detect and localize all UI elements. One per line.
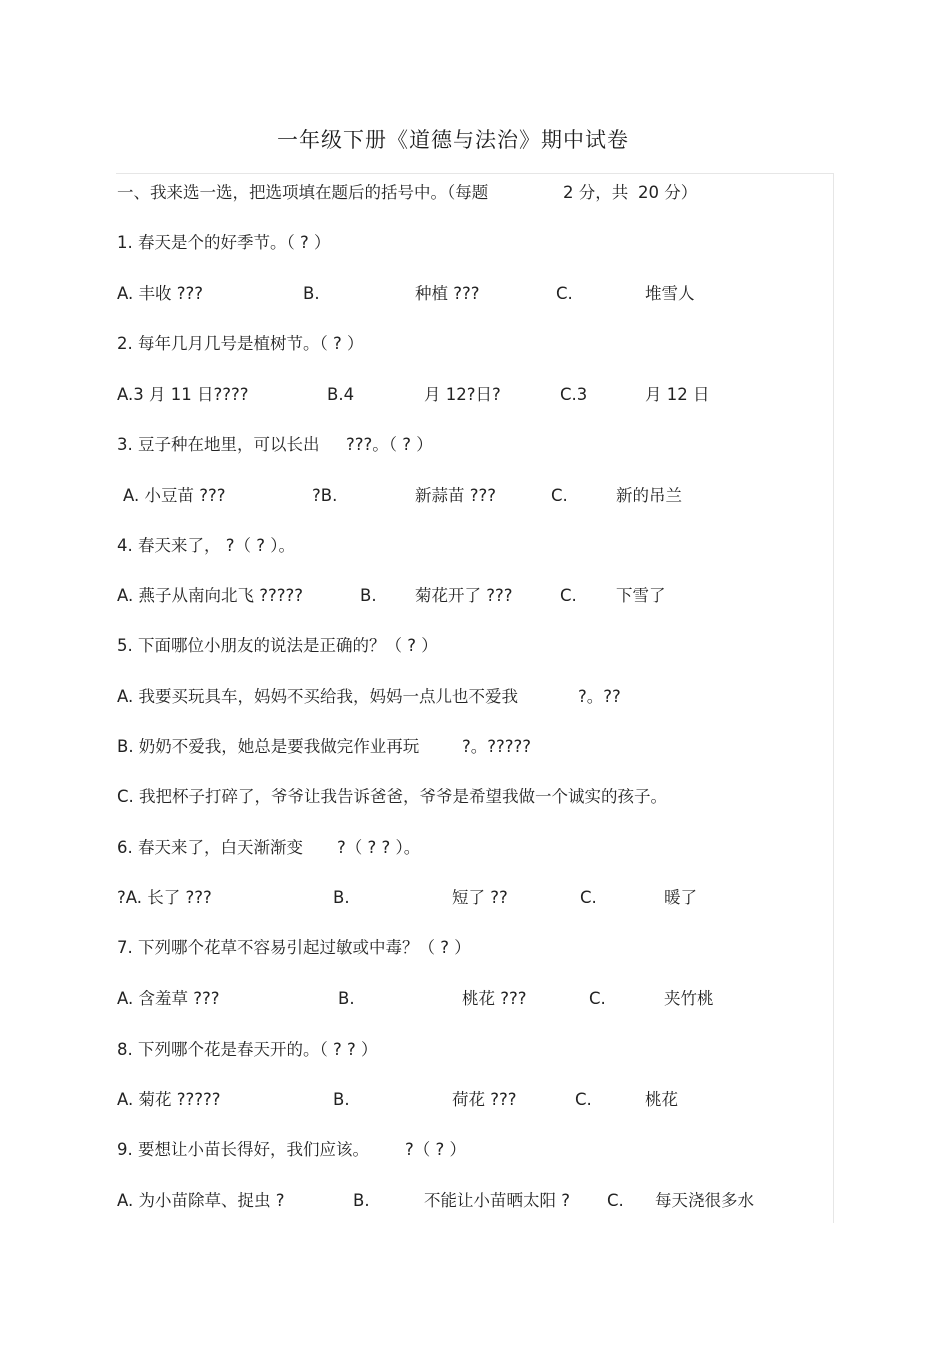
option-b-label: B. bbox=[333, 1090, 350, 1109]
option-a: A. 我要买玩具车，妈妈不买给我，妈妈一点儿也不爱我 bbox=[117, 687, 518, 706]
question-stem: 8. 下列哪个花是春天开的。（ ? ? ） bbox=[117, 1040, 378, 1059]
option-c-label: C. bbox=[556, 284, 573, 303]
option-c-label: C. bbox=[575, 1090, 592, 1109]
question-stem-tail: ?（ ? ? ）。 bbox=[337, 838, 421, 857]
page-title: 一年级下册《道德与法治》期中试卷 bbox=[277, 128, 629, 152]
option-a: A. 为小苗除草、捉虫 ? bbox=[117, 1191, 285, 1210]
option-a: A.3 月 11 日???? bbox=[117, 385, 249, 404]
question-stem-tail: ???。（ ? ） bbox=[346, 435, 433, 454]
option-c-label: C. bbox=[551, 486, 568, 505]
option-c-text: 暖了 bbox=[664, 888, 697, 907]
question-stem: 9. 要想让小苗长得好，我们应该。 bbox=[117, 1140, 369, 1159]
question-stem: 7. 下列哪个花草不容易引起过敏或中毒？（ ? ） bbox=[117, 938, 471, 957]
option-c-label: C.3 bbox=[560, 385, 588, 404]
question-stem: 5. 下面哪位小朋友的说法是正确的？（ ? ） bbox=[117, 636, 438, 655]
option-a: ?A. 长了 ??? bbox=[117, 888, 212, 907]
top-rule bbox=[116, 173, 834, 174]
question-stem: 1. 春天是个的好季节。（ ? ） bbox=[117, 233, 331, 252]
option-b-label: B.4 bbox=[327, 385, 355, 404]
option-c: C. 我把杯子打碎了，爷爷让我告诉爸爸，爷爷是希望我做一个诚实的孩子。 bbox=[117, 787, 668, 806]
option-a: A. 小豆苗 ??? bbox=[123, 486, 226, 505]
section-score: 2 分，共 bbox=[563, 183, 629, 202]
option-a-tail: ?。?? bbox=[578, 687, 621, 706]
question-stem-tail: ?（ ? ） bbox=[405, 1140, 467, 1159]
option-b-text: 桃花 ??? bbox=[462, 989, 527, 1008]
option-a: A. 丰收 ??? bbox=[117, 284, 204, 303]
option-b-label: ?B. bbox=[312, 486, 338, 505]
question-stem: 3. 豆子种在地里，可以长出 bbox=[117, 435, 320, 454]
option-c-text: 桃花 bbox=[645, 1090, 678, 1109]
option-b-text: 菊花开了 ??? bbox=[415, 586, 513, 605]
option-b-text: 短了 ?? bbox=[452, 888, 508, 907]
question-stem: 4. 春天来了， ?（ ? ）。 bbox=[117, 536, 295, 555]
option-b-text: 新蒜苗 ??? bbox=[415, 486, 497, 505]
option-c-label: C. bbox=[580, 888, 597, 907]
question-stem: 6. 春天来了，白天渐渐变 bbox=[117, 838, 303, 857]
option-c-text: 堆雪人 bbox=[645, 284, 695, 303]
option-b-text: 不能让小苗晒太阳 ? bbox=[424, 1191, 571, 1210]
option-b-label: B. bbox=[360, 586, 377, 605]
option-a: A. 含羞草 ??? bbox=[117, 989, 220, 1008]
right-rule bbox=[833, 173, 834, 1223]
option-a: A. 燕子从南向北飞 ????? bbox=[117, 586, 304, 605]
option-c-label: C. bbox=[607, 1191, 624, 1210]
option-c-text: 新的吊兰 bbox=[616, 486, 682, 505]
option-c-text: 每天浇很多水 bbox=[655, 1191, 754, 1210]
option-b-tail: ?。????? bbox=[462, 737, 532, 756]
option-c-label: C. bbox=[560, 586, 577, 605]
option-c-label: C. bbox=[589, 989, 606, 1008]
option-b: B. 奶奶不爱我，她总是要我做完作业再玩 bbox=[117, 737, 420, 756]
option-b-label: B. bbox=[303, 284, 320, 303]
option-c-text: 下雪了 bbox=[616, 586, 666, 605]
option-a: A. 菊花 ????? bbox=[117, 1090, 221, 1109]
option-b-label: B. bbox=[333, 888, 350, 907]
option-b-label: B. bbox=[353, 1191, 370, 1210]
section-heading-text: 一、我来选一选，把选项填在题后的括号中。（每题 bbox=[117, 183, 489, 202]
section-total: 20 分） bbox=[638, 183, 698, 202]
option-b-text: 种植 ??? bbox=[415, 284, 480, 303]
option-b-text: 月 12?日? bbox=[424, 385, 501, 404]
question-stem: 2. 每年几月几号是植树节。（ ? ） bbox=[117, 334, 364, 353]
option-b-text: 荷花 ??? bbox=[452, 1090, 517, 1109]
option-b-label: B. bbox=[338, 989, 355, 1008]
option-c-text: 夹竹桃 bbox=[664, 989, 714, 1008]
option-c-text: 月 12 日 bbox=[645, 385, 710, 404]
